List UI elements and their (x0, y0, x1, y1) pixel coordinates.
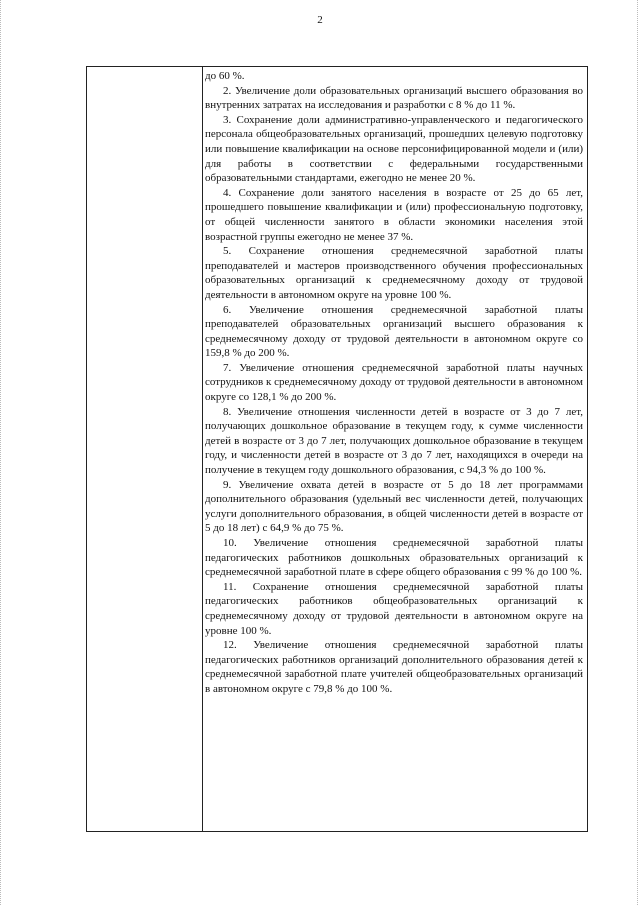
indicator-paragraph-5: 5. Сохранение отношения среднемесячной заработной платы преподавателей и мастеров производственного обучения профессиональных образовательных организаций к среднемесячному доходу от трудовой деятельности в автономном округе на уровне 100 %. (205, 245, 583, 301)
table-column-divider (202, 67, 203, 831)
indicator-paragraph-10: 10. Увеличение отношения среднемесячной заработной платы педагогических работников дошкольных образовательных организаций к среднемесячной заработной плате в сфере общего образования с 99 % до 100 %. (205, 537, 583, 579)
indicators-table (86, 66, 588, 832)
page-number: 2 (317, 14, 323, 26)
table-left-cell (87, 67, 202, 831)
indicator-paragraph-12: 12. Увеличение отношения среднемесячной заработной платы педагогических работников организаций дополнительного образования детей к среднемесячной заработной плате учителей общеобразовательных организаций в автономном округе с 79,8 % до 100 %. (205, 639, 583, 695)
indicator-paragraph-2: 2. Увеличение доли образовательных организаций высшего образования во внутренних затратах на исследования и разработки с 8 % до 11 %. (205, 84, 583, 112)
indicator-paragraph-11: 11. Сохранение отношения среднемесячной заработной платы педагогических работников общеобразовательных организаций к среднемесячному доходу от трудовой деятельности в автономном округе на уровне 100 %. (205, 580, 583, 637)
indicator-paragraph-4: 4. Сохранение доли занятого населения в возрасте от 25 до 65 лет, прошедшего повышение квалификации и (или) профессиональную подготовку, от общей численности занятого в области экономики населения этой возрастной группы ежегодно не менее 37 %. (205, 186, 583, 243)
scan-edge-right (635, 0, 638, 905)
indicator-paragraph-9: 9. Увеличение охвата детей в возрасте от 5 до 18 лет программами дополнительного образования (удельный вес численности детей, получающих услуги дополнительного образования, в общей численности детей в возрасте от 5 до 18 лет) с 64,9 % до 75 %. (205, 478, 583, 535)
indicator-paragraph-8: 8. Увеличение отношения численности детей в возрасте от 3 до 7 лет, получающих дошкольное образование в текущем году, к сумме численности детей в возрасте от 3 до 7 лет, получающих дошкольное образование в текущем году, и численности детей в возрасте от 3 до 7 лет, находящихся в очереди на получение в текущем году дошкольного образования, с 94,3 % до 100 %. (205, 405, 583, 477)
scan-edge-left (0, 0, 3, 905)
indicator-paragraph-6: 6. Увеличение отношения среднемесячной заработной платы преподавателей образовательных организаций высшего образования к среднемесячному доходу от трудовой деятельности в автономном округе со 159,8 % до 200 %. (205, 303, 583, 360)
table-right-cell (205, 69, 583, 697)
indicator-paragraph-7: 7. Увеличение отношения среднемесячной заработной платы научных сотрудников к среднемесячному доходу от трудовой деятельности в автономном округе со 128,1 % до 200 %. (205, 361, 583, 404)
indicator-paragraph-3: 3. Сохранение доли административно-управленческого и педагогического персонала общеобразовательных организаций, прошедших целевую подготовку или повышение квалификации на основе персонифицированной модели и (или) для работы в соответствии с федеральными государственными образовательными стандартами, ежегодно не менее 20 %. (205, 113, 583, 185)
indicator-paragraph-continuation: до 60 %. (205, 70, 245, 82)
